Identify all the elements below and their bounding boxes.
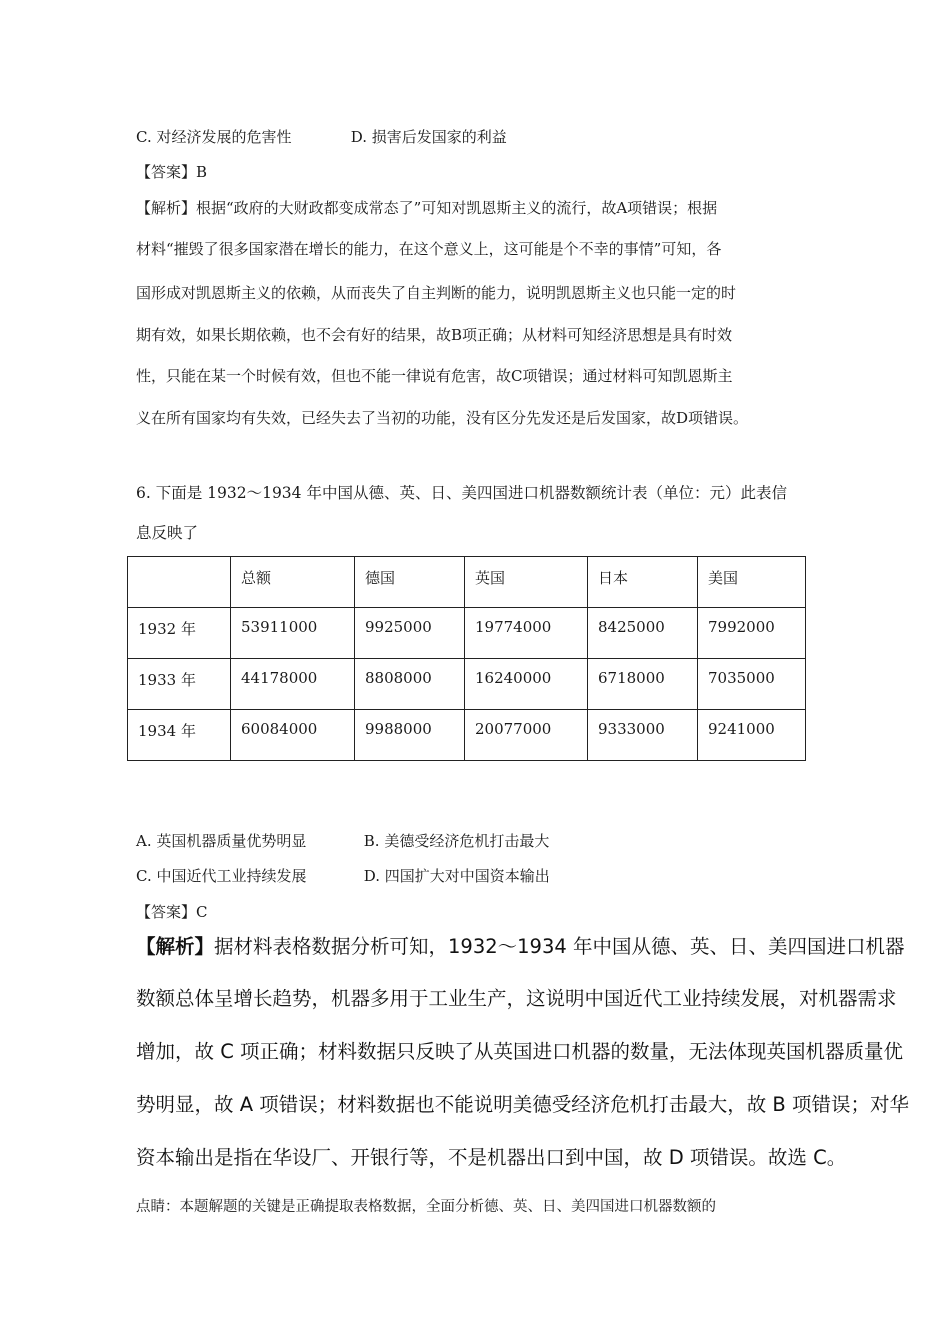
q5-analysis-line-6: 义在所有国家均有失效，已经失去了当初的功能，没有区分先发还是后发国家，故D项错误。 [136, 409, 749, 427]
table-header-cell [128, 557, 231, 608]
table-cell: 16240000 [465, 659, 588, 710]
table-header-cell: 德国 [355, 557, 465, 608]
q6-question-line-2: 息反映了 [136, 524, 199, 542]
q6-comment: 点睛：本题解题的关键是正确提取表格数据，全面分析德、英、日、美四国进口机器数额的 [136, 1199, 716, 1215]
table-cell: 1933 年 [128, 659, 231, 710]
table-cell: 9988000 [355, 710, 465, 761]
table-cell: 8808000 [355, 659, 465, 710]
table-header-cell: 美国 [698, 557, 806, 608]
table-cell: 6718000 [588, 659, 698, 710]
q6-option-d: D. 四国扩大对中国资本输出 [363, 867, 550, 885]
q5-options-cd [136, 127, 507, 147]
table-row [128, 659, 806, 710]
q6-options-ab [136, 831, 549, 851]
table-header-cell: 日本 [588, 557, 698, 608]
q5-analysis-line-4: 期有效，如果长期依赖，也不会有好的结果，故B项正确；从材料可知经济思想是具有时效 [136, 326, 733, 344]
q5-analysis-line-2: 材料“摧毁了很多国家潜在增长的能力，在这个意义上，这可能是个不幸的事情”可知，各 [136, 240, 722, 258]
q6-analysis-label: 【解析】 [136, 935, 215, 958]
table-cell: 1934 年 [128, 710, 231, 761]
table-header-row [128, 557, 806, 608]
table-cell: 53911000 [231, 608, 355, 659]
table-row [128, 608, 806, 659]
q5-option-d: D. 损害后发国家的利益 [350, 128, 507, 146]
q6-analysis-line-2: 数额总体呈增长趋势，机器多用于工业生产，这说明中国近代工业持续发展，对机器需求 [136, 987, 897, 1010]
q6-analysis-line-4: 势明显，故 A 项错误；材料数据也不能说明美德受经济危机打击最大，故 B 项错误；对华 [136, 1093, 910, 1116]
q5-answer: 【答案】B [136, 163, 208, 181]
q6-analysis-text-1: 据材料表格数据分析可知，1932～1934 年中国从德、英、日、美四国进口机器 [214, 935, 905, 958]
table-cell: 20077000 [465, 710, 588, 761]
q6-options-cd [136, 866, 550, 886]
table-cell: 9241000 [698, 710, 806, 761]
table-cell: 44178000 [231, 659, 355, 710]
q5-option-c: C. 对经济发展的危害性 [136, 128, 292, 146]
q6-analysis-line-1 [136, 934, 904, 960]
table-cell: 60084000 [231, 710, 355, 761]
table-header-cell: 英国 [465, 557, 588, 608]
table-cell: 9333000 [588, 710, 698, 761]
table-cell: 7035000 [698, 659, 806, 710]
q6-option-a: A. 英国机器质量优势明显 [136, 832, 307, 850]
table-cell: 19774000 [465, 608, 588, 659]
table-row [128, 710, 806, 761]
q6-question-line-1: 6. 下面是 1932～1934 年中国从德、英、日、美四国进口机器数额统计表（单位：元）此表信 [136, 484, 787, 502]
table-cell: 7992000 [698, 608, 806, 659]
q6-option-b: B. 美德受经济危机打击最大 [363, 832, 550, 850]
q6-option-c: C. 中国近代工业持续发展 [136, 867, 307, 885]
q6-analysis-line-5: 资本输出是指在华设厂、开银行等，不是机器出口到中国，故 D 项错误。故选 C。 [136, 1146, 847, 1169]
table-cell: 8425000 [588, 608, 698, 659]
table-header-cell: 总额 [231, 557, 355, 608]
table-cell: 1932 年 [128, 608, 231, 659]
import-table [127, 556, 806, 761]
q6-answer: 【答案】C [136, 903, 208, 921]
table-cell: 9925000 [355, 608, 465, 659]
q5-analysis-line-5: 性，只能在某一个时候有效，但也不能一律说有危害，故C项错误；通过材料可知凯恩斯主 [136, 367, 733, 385]
q6-analysis-line-3: 增加，故 C 项正确；材料数据只反映了从英国进口机器的数量，无法体现英国机器质量优 [136, 1040, 904, 1063]
q5-analysis-line-1: 【解析】根据“政府的大财政都变成常态了”可知对凯恩斯主义的流行，故A项错误；根据 [136, 199, 718, 217]
q5-analysis-line-3: 国形成对凯恩斯主义的依赖，从而丧失了自主判断的能力，说明凯恩斯主义也只能一定的时 [136, 284, 737, 302]
